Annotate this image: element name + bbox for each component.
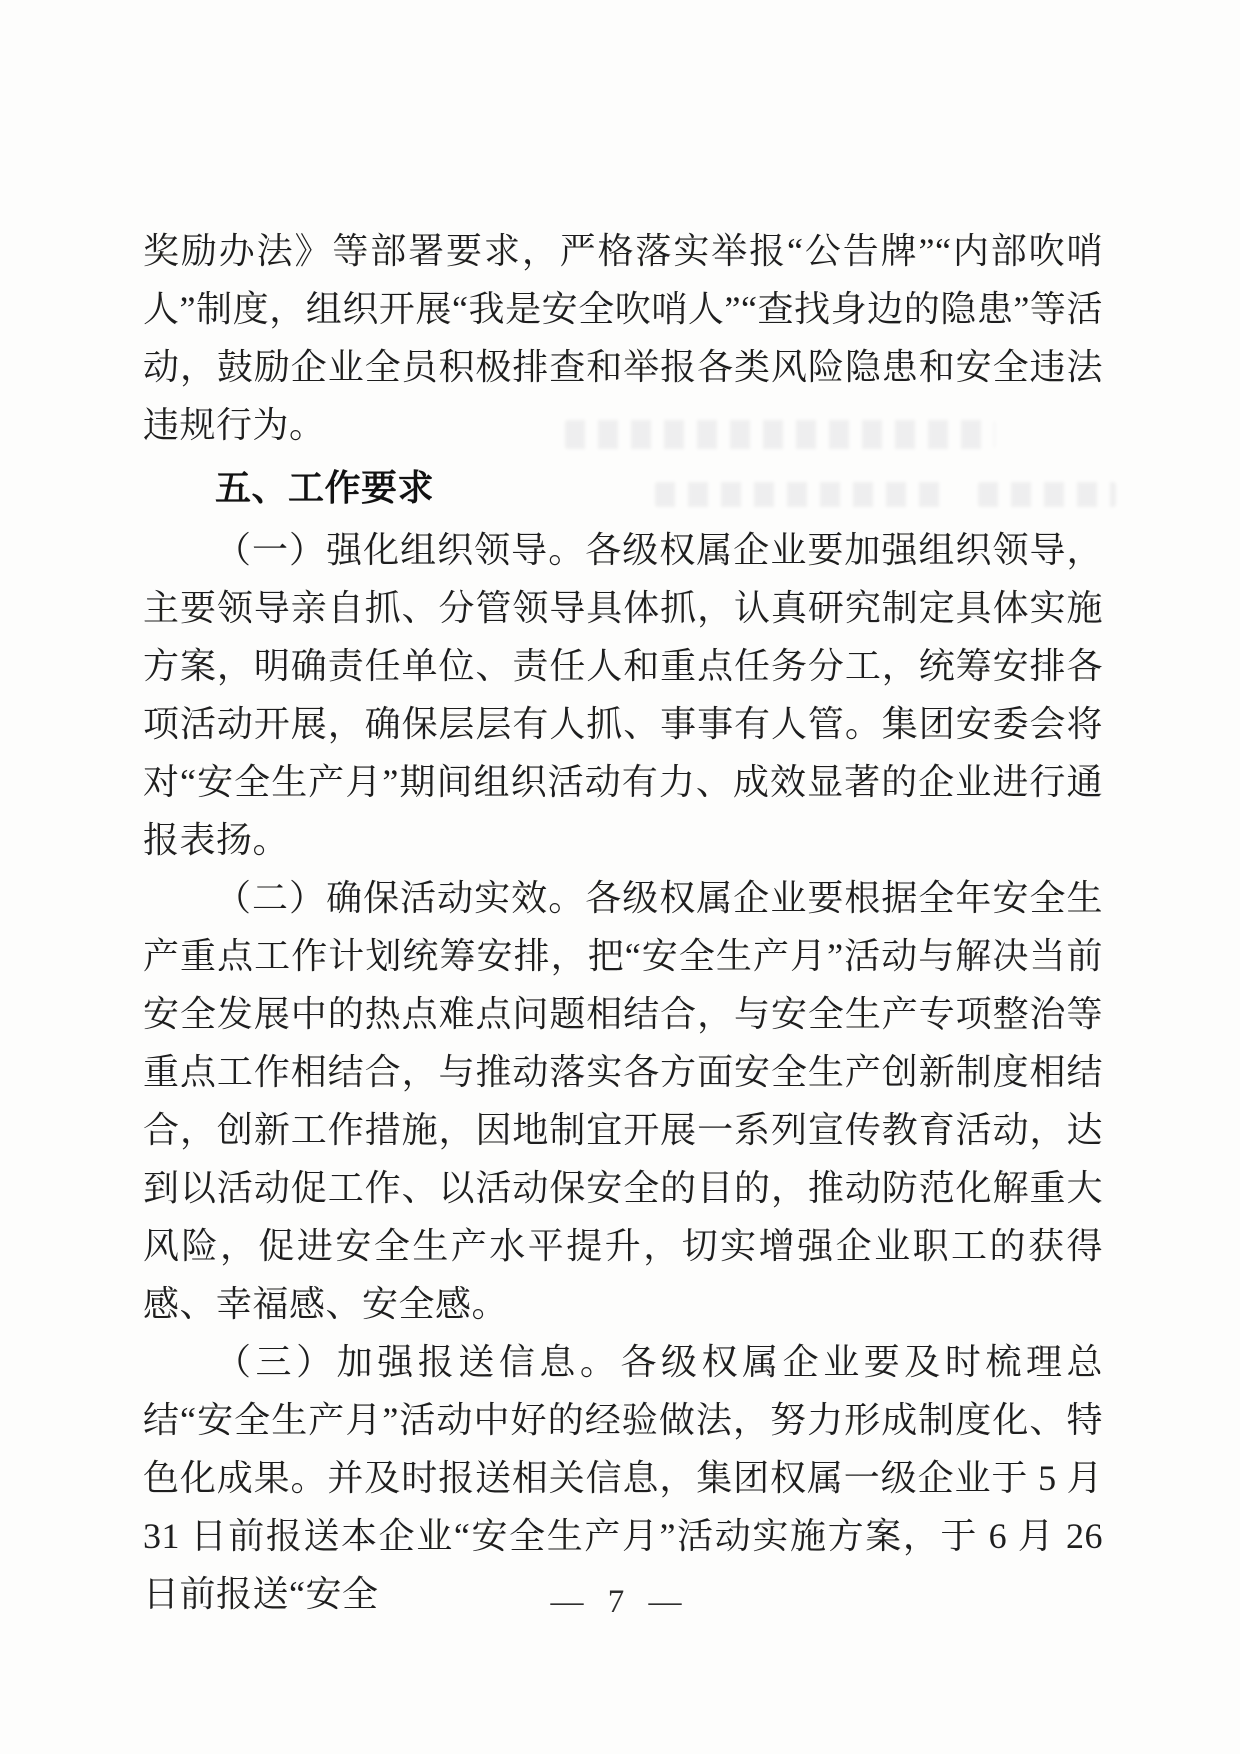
paragraph-item-3: （三）加强报送信息。各级权属企业要及时梳理总结“安全生产月”活动中好的经验做法，努力形成制度化、特色化成果。并及时报送相关信息，集团权属一级企业于 5 月 31 日前报送本企业“安全生产月”活动实施方案，于 6 月 26 日前报送“安全 bbox=[143, 1342, 1103, 1614]
paragraph-item-1: （一）强化组织领导。各级权属企业要加强组织领导，主要领导亲自抓、分管领导具体抓，认真研究制定具体实施方案，明确责任单位、责任人和重点任务分工，统筹安排各项活动开展，确保层层有人抓、事事有人管。集团安委会将对“安全生产月”期间组织活动有力、成效显著的企业进行通报表扬。 bbox=[143, 530, 1103, 860]
section-heading-work-requirements: 五、工作要求 bbox=[215, 467, 435, 508]
page-number: — 7 — bbox=[550, 1584, 690, 1620]
document-body bbox=[143, 222, 1103, 1623]
page-footer bbox=[0, 1584, 1240, 1621]
paragraph-continuation: 奖励办法》等部署要求，严格落实举报“公告牌”“内部吹哨人”制度，组织开展“我是安全吹哨人”“查找身边的隐患”等活动，鼓励企业全员积极排查和举报各类风险隐患和安全违法违规行为。 bbox=[143, 231, 1103, 445]
paragraph-item-2: （二）确保活动实效。各级权属企业要根据全年安全生产重点工作计划统筹安排，把“安全生产月”活动与解决当前安全发展中的热点难点问题相结合，与安全生产专项整治等重点工作相结合，与推动落实各方面安全生产创新制度相结合，创新工作措施，因地制宜开展一系列宣传教育活动，达到以活动促工作、以活动保安全的目的，推动防范化解重大风险，促进安全生产水平提升，切实增强企业职工的获得感、幸福感、安全感。 bbox=[143, 878, 1103, 1324]
